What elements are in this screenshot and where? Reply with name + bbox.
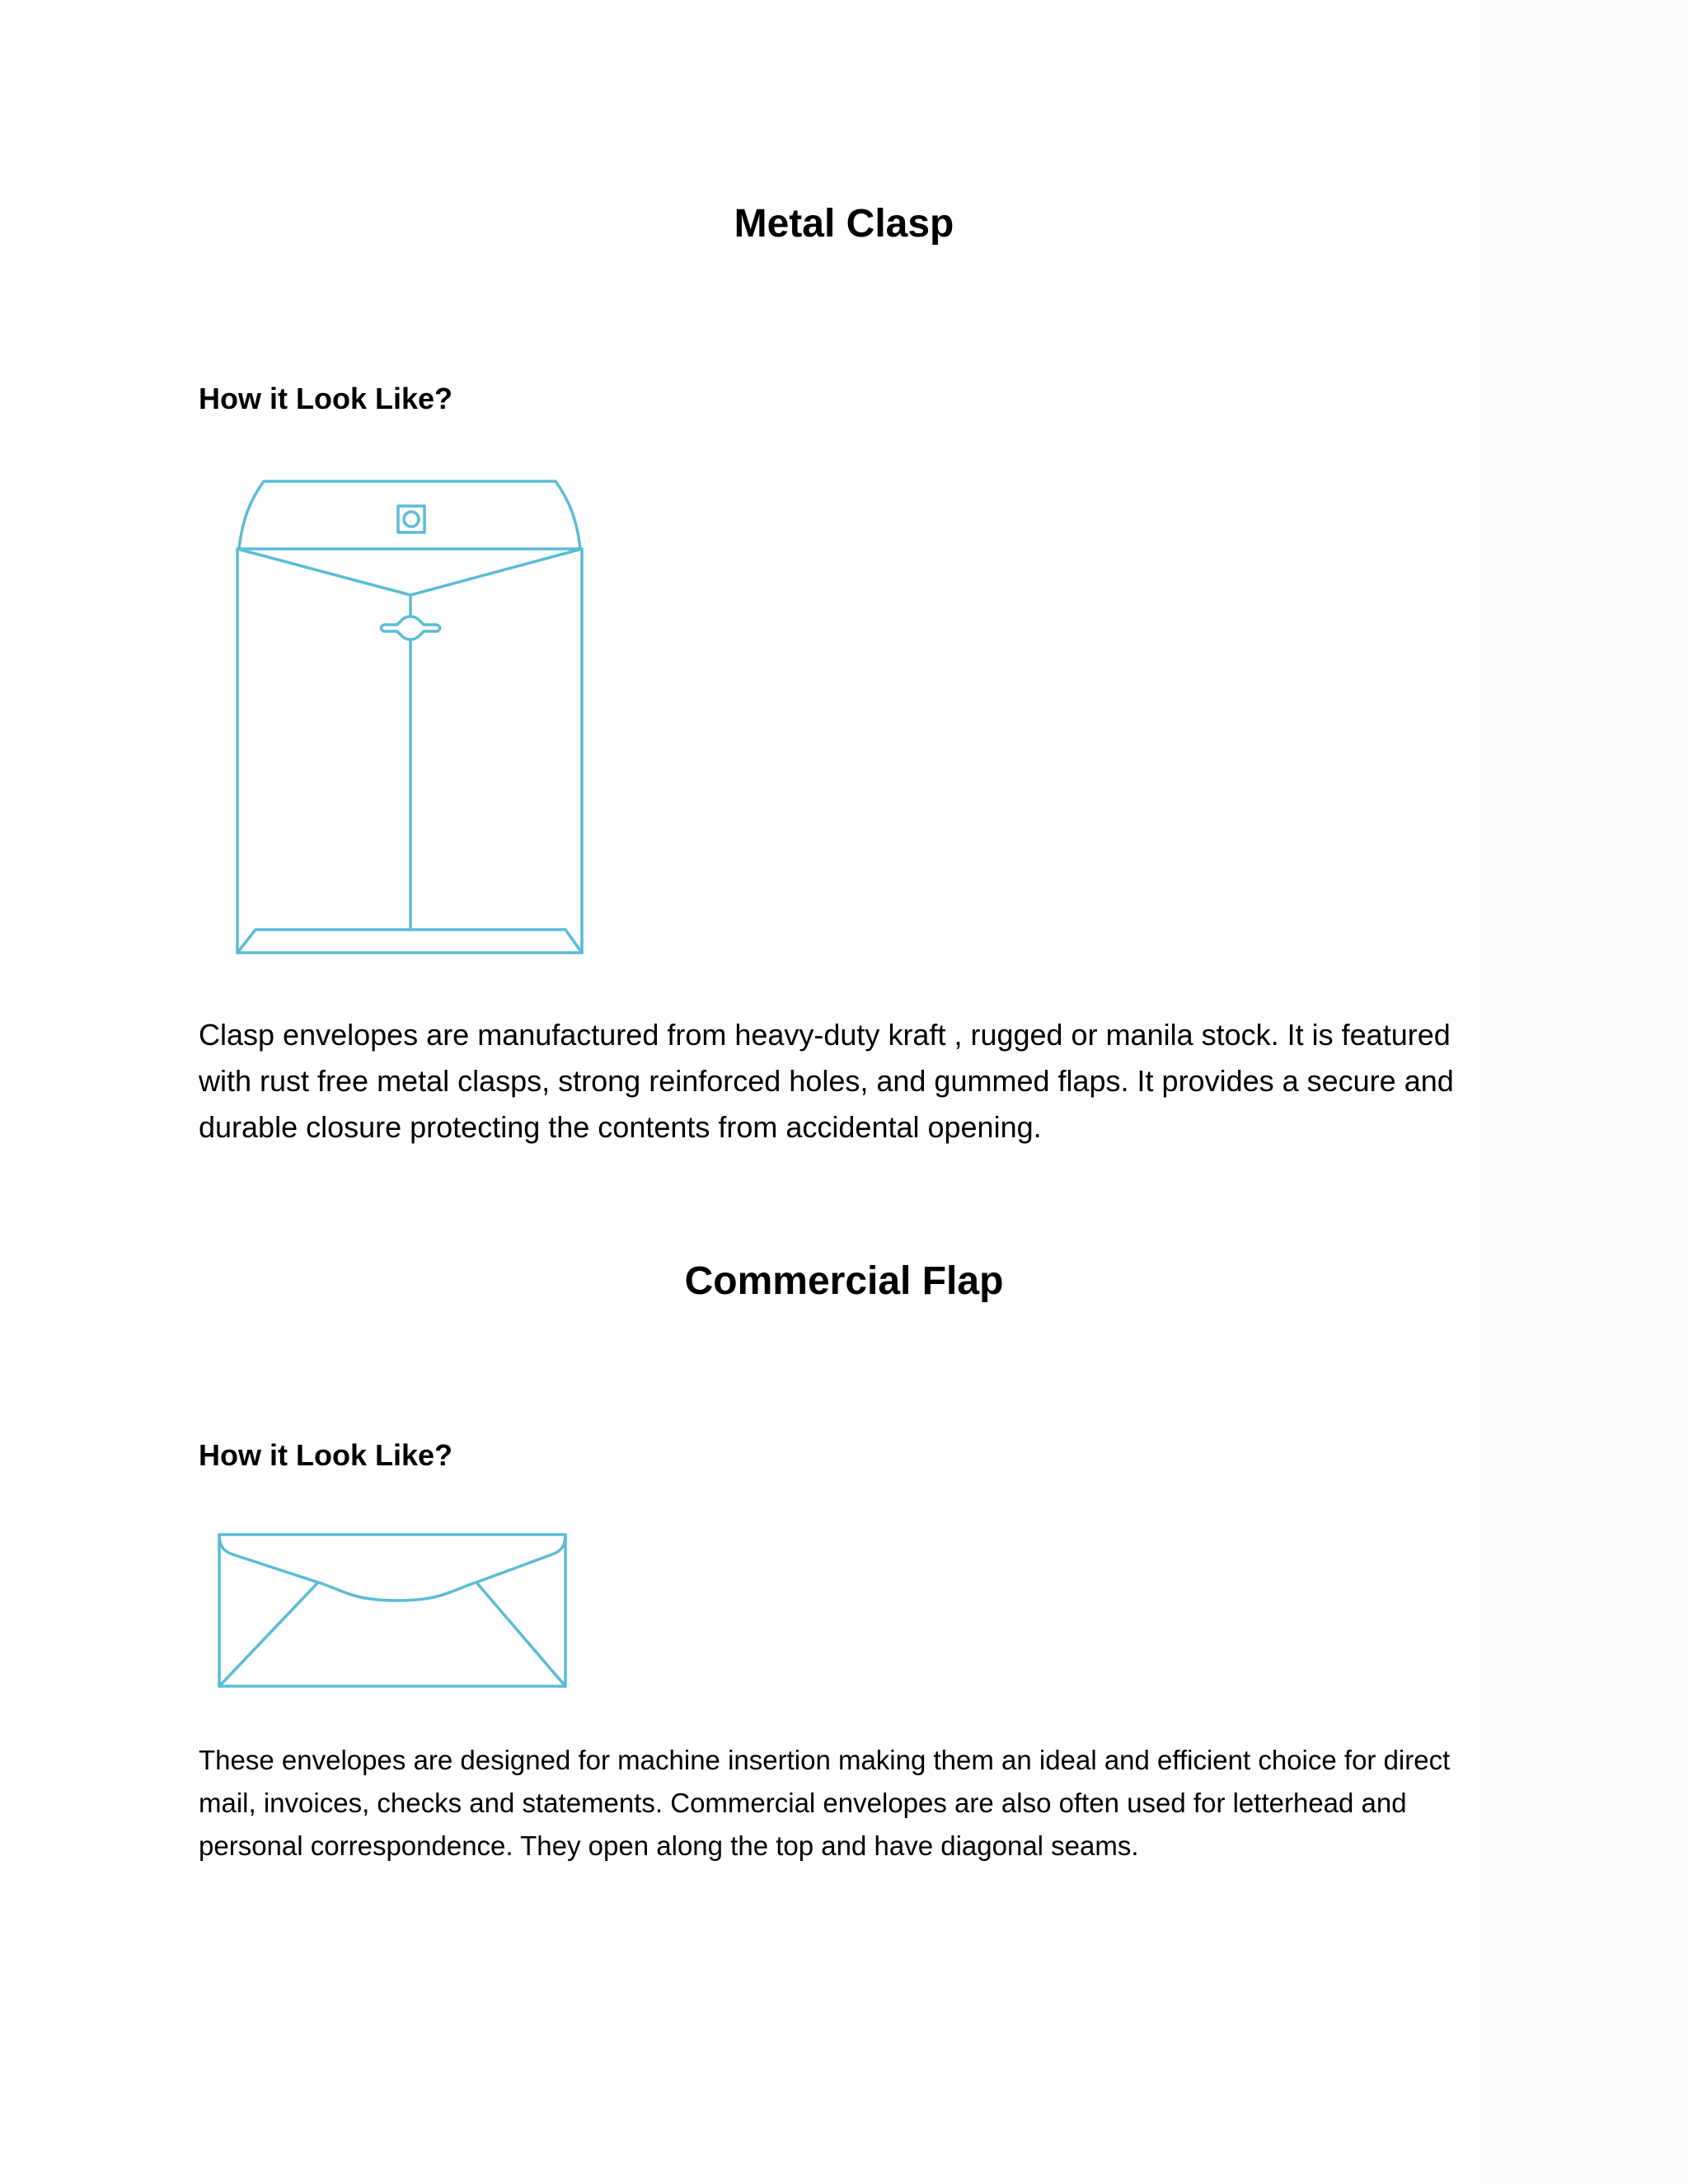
clasp-envelope-icon bbox=[231, 470, 593, 969]
description-metal-clasp: Clasp envelopes are manufactured from heavy-duty kraft , rugged or manila stock. It is featured with rust free metal clasps, strong reinforced holes, and gummed flaps. It provides a secure and durable closure protecting the contents from accidental opening. bbox=[199, 1018, 1454, 1144]
section-title-metal-clasp: Metal Clasp bbox=[734, 202, 954, 246]
section-title-commercial-flap: Commercial Flap bbox=[684, 1259, 1004, 1303]
subheading-how-it-looks-commercial: How it Look Like? bbox=[199, 1438, 453, 1472]
commercial-envelope-icon bbox=[213, 1526, 572, 1690]
description-commercial-flap: These envelopes are designed for machine insertion making them an ideal and efficient choice for direct mail, invoices, checks and statements. Commercial envelopes are also often used for letterhead and personal correspondence. They open along the top and have diagonal seams. bbox=[199, 1745, 1451, 1861]
subheading-how-it-looks-clasp: How it Look Like? bbox=[199, 382, 453, 415]
